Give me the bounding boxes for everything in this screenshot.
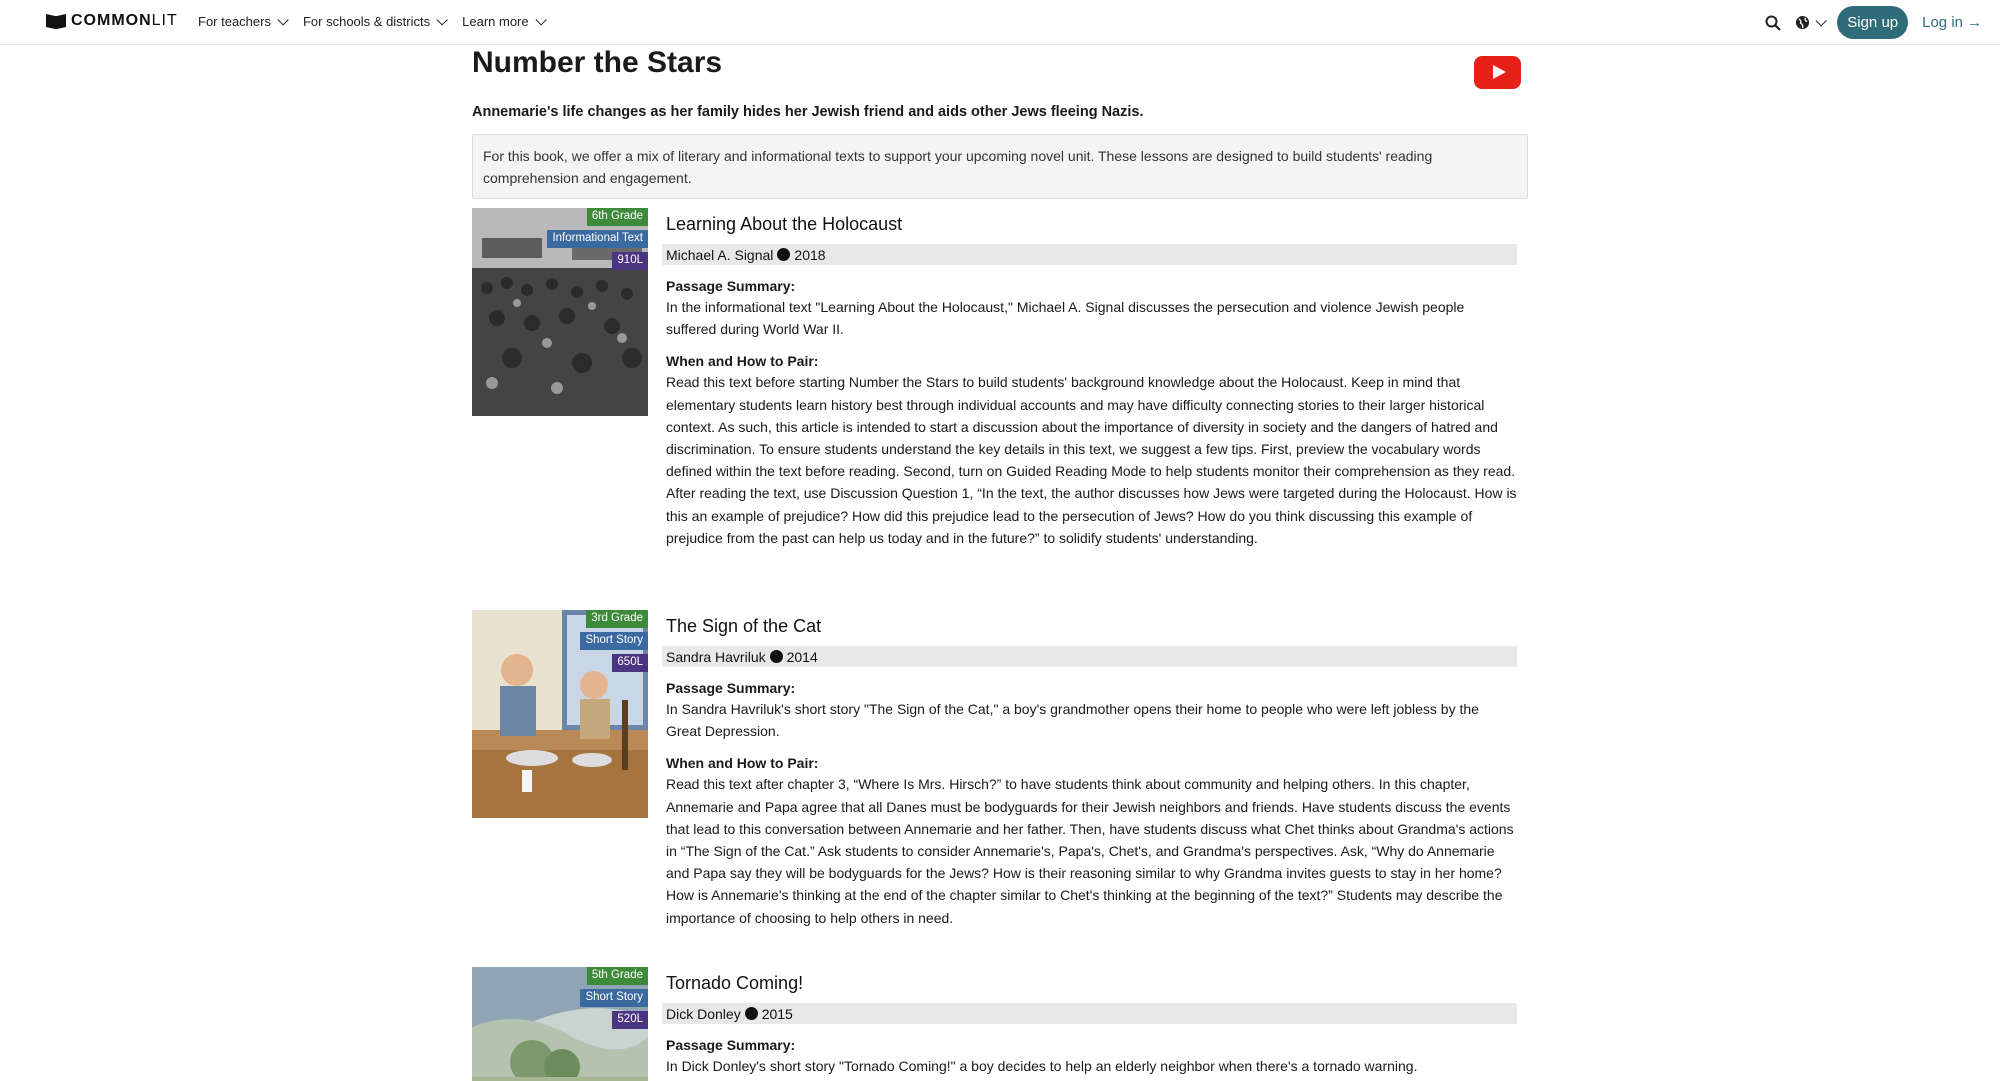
card-body (662, 967, 1517, 1077)
youtube-play-icon[interactable] (1474, 56, 1521, 89)
chevron-down-icon (1816, 15, 1827, 26)
globe-icon (1795, 15, 1810, 30)
book-logo-icon (45, 12, 67, 30)
arrow-right-icon: → (1967, 14, 1982, 31)
author-name: Michael A. Signal (666, 246, 774, 263)
badge-group (580, 967, 648, 1033)
pair-text: Read this text after chapter 3, “Where Is Mrs. Hirsch?” to have students think about community and helping others. In this chapter, Annemarie and Papa agree that all Danes must be bodyguards for their Jewish neighbors and friends. Have students discuss the events that lead to this conversation between Annemarie and her father. Then, have students discuss what Chet thinks about Grandma's actions in “The Sign of the Cat.” Ask students to consider Annemarie's, Papa's, Chet's, and Grandma's perspectives. Ask, “Why do Annemarie and Papa say they will be bodyguards for the Jews? How is their reasoning similar to why Grandma invites guests to stay in her home? How is Annemarie's thinking at the end of the chapter similar to Chet's thinking at the beginning of the text?” Students may describe the importance of choosing to help others in need. (666, 776, 1514, 926)
dot-separator-icon (745, 1007, 758, 1020)
passage-image[interactable] (472, 208, 648, 416)
nav-learn-more-label: Learn more (462, 14, 529, 29)
badge-group (580, 610, 648, 676)
language-selector[interactable] (1795, 15, 1823, 30)
summary-heading: Passage Summary: (666, 278, 796, 294)
grade-badge: 5th Grade (587, 967, 648, 985)
author-meta (662, 1003, 1517, 1024)
summary-text: In the informational text "Learning About the Holocaust," Michael A. Signal discusses the persecution and violence Jewish people suffered during World War II. (666, 299, 1465, 338)
nav-for-teachers-label: For teachers (198, 14, 271, 29)
intro-box: For this book, we offer a mix of literary and informational texts to support your upcoming novel unit. These lessons are designed to build students' reading comprehension and engagement. (472, 134, 1528, 199)
commonlit-logo[interactable] (45, 12, 178, 30)
genre-badge: Informational Text (547, 230, 648, 248)
summary-heading: Passage Summary: (666, 1037, 796, 1053)
chevron-down-icon (535, 14, 546, 25)
text-card (472, 208, 1532, 588)
genre-badge: Short Story (580, 632, 648, 650)
top-navigation (0, 0, 2000, 45)
chevron-down-icon (437, 14, 448, 25)
author-meta (662, 646, 1517, 667)
text-card (472, 967, 1532, 1081)
publication-year: 2014 (786, 648, 818, 665)
text-card (472, 610, 1532, 950)
passage-image[interactable] (472, 610, 648, 818)
nav-for-schools-label: For schools & districts (302, 14, 431, 29)
sign-up-button[interactable]: Sign up (1837, 6, 1908, 39)
nav-learn-more[interactable] (462, 14, 542, 29)
nav-links (198, 14, 561, 29)
dot-separator-icon (777, 248, 790, 261)
lexile-badge: 650L (612, 654, 648, 672)
card-title-link[interactable]: Tornado Coming! (666, 973, 804, 993)
summary-heading: Passage Summary: (666, 680, 796, 696)
lexile-badge: 520L (612, 1011, 648, 1029)
passage-image[interactable] (472, 967, 648, 1081)
page-subtitle: Annemarie's life changes as her family hides her Jewish friend and aids other Jews fleeing Nazis. (472, 104, 1144, 120)
search-icon[interactable] (1765, 15, 1781, 31)
summary-text: In Dick Donley's short story "Tornado Coming!" a boy decides to help an elderly neighbor when there's a tornado warning. (666, 1058, 1418, 1074)
card-body (662, 610, 1517, 929)
author-name: Sandra Havriluk (666, 648, 766, 665)
dot-separator-icon (770, 650, 783, 663)
chevron-down-icon (277, 14, 288, 25)
badge-group (547, 208, 648, 274)
pair-text: Read this text before starting Number the Stars to build students' background knowledge about the Holocaust. Keep in mind that elementary students learn history best through individual accounts and may have difficulty connecting stories to their larger historical context. As such, this article is intended to start a discussion about the importance of diversity in society and the dangers of hatred and discrimination. To ensure students understand the key details in this text, we suggest a few tips. First, preview the vocabulary words defined within the text before reading. Second, turn on Guided Reading Mode to help students monitor their comprehension as they read. After reading the text, use Discussion Question 1, “In the text, the author discusses how Jews were targeted during the Holocaust. How is this an example of prejudice? How did this prejudice lead to the persecution of Jews? How do you think discussing this example of prejudice from the past can help us today and in the future?” to solidify students' understanding. (666, 374, 1517, 546)
log-in-label: Log in (1922, 14, 1963, 31)
publication-year: 2018 (794, 246, 826, 263)
nav-for-teachers[interactable] (198, 14, 285, 29)
pair-heading: When and How to Pair: (666, 353, 819, 370)
nav-actions (1765, 6, 1982, 39)
grade-badge: 6th Grade (587, 208, 648, 226)
genre-badge: Short Story (580, 989, 648, 1007)
card-title-link[interactable]: Learning About the Holocaust (666, 214, 903, 234)
grade-badge: 3rd Grade (586, 610, 648, 628)
lexile-badge: 910L (612, 252, 648, 270)
log-in-link[interactable] (1922, 14, 1982, 31)
pair-heading: When and How to Pair: (666, 755, 819, 772)
author-meta (662, 244, 1517, 265)
card-title-link[interactable]: The Sign of the Cat (666, 616, 822, 636)
nav-for-schools[interactable] (303, 14, 444, 29)
logo-text: COMMONLIT (71, 12, 178, 29)
author-name: Dick Donley (666, 1005, 741, 1022)
card-body (662, 208, 1517, 549)
page-title: Number the Stars (472, 46, 723, 79)
publication-year: 2015 (761, 1005, 793, 1022)
summary-text: In Sandra Havriluk's short story "The Sign of the Cat," a boy's grandmother opens their home to people who were left jobless by the Great Depression. (666, 701, 1479, 740)
